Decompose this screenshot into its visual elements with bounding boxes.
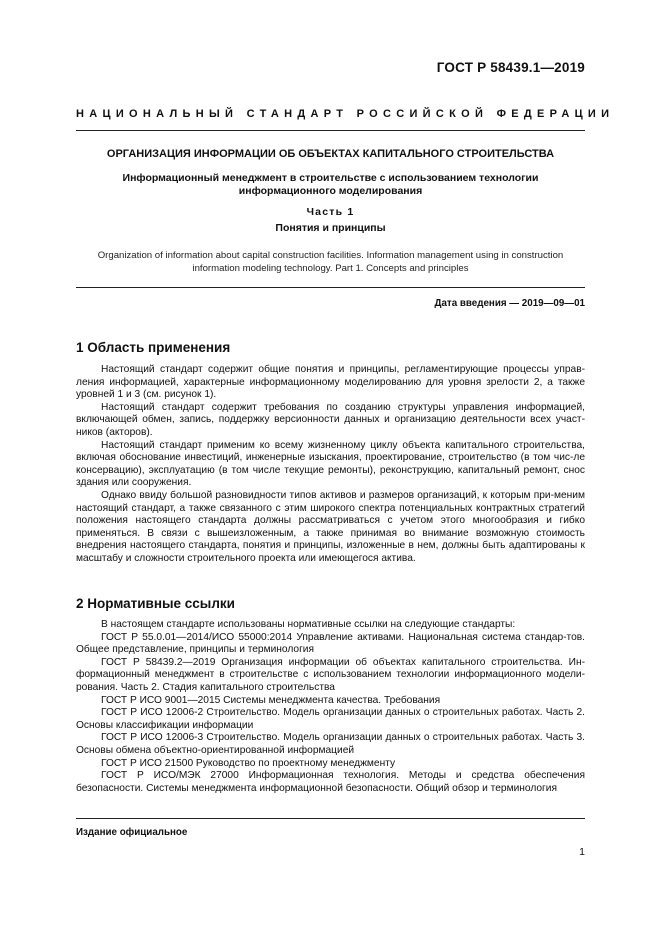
english-title — [76, 250, 585, 275]
introduction-date: Дата введения — 2019—09—01 — [434, 298, 585, 309]
part-number: Часть 1 — [306, 206, 355, 218]
english-title-line-1: Organization of information about capital construction facilities. Information management using in construction — [97, 250, 564, 261]
section-1-paragraph: Однако ввиду большой разновидности типов активов и размеров организаций, к которым при-меним настоящий стандарт, а также связанного с этим широкого спектра потенциальных контрактных стратегий положения настоящего стандарта должны рассматриваться с учетом этого многообразия и гибко применяться. В связи с вышеизложенным, а также принимая во внимание возможную стоимость внедрения настоящего стандарта, понятия и принципы, изложенные в нем, должны быть адаптированы к масштабу и сложности строительного проекта или имеющегося актива. — [76, 489, 585, 564]
national-standard-banner: НАЦИОНАЛЬНЫЙ СТАНДАРТ РОССИЙСКОЙ ФЕДЕРАЦИИ — [76, 108, 615, 120]
reference-item: ГОСТ Р ИСО 12006-2 Строительство. Модель организации данных о строительных работах. Часть 2. Основы классификации информации — [76, 707, 585, 731]
top-divider — [76, 130, 585, 131]
document-title: ОРГАНИЗАЦИЯ ИНФОРМАЦИИ ОБ ОБЪЕКТАХ КАПИТАЛЬНОГО СТРОИТЕЛЬСТВА — [106, 148, 555, 160]
reference-item: ГОСТ Р ИСО 9001—2015 Системы менеджмента качества. Требования — [101, 694, 441, 706]
reference-item: ГОСТ Р 55.0.01—2014/ИСО 55000:2014 Управление активами. Национальная система стандар-тов. Общее представление, принципы и терминология — [76, 631, 585, 656]
footer-divider — [76, 818, 585, 819]
official-edition-label: Издание официальное — [76, 827, 188, 838]
reference-item: ГОСТ Р ИСО 21500 Руководство по проектному менеджменту — [101, 757, 396, 769]
english-title-line-2: information modeling technology. Part 1. Concepts and principles — [192, 262, 469, 274]
section-1-heading: 1 Область применения — [76, 340, 231, 355]
title-divider — [76, 287, 585, 288]
page-number: 1 — [579, 846, 585, 858]
document-subtitle — [100, 172, 561, 198]
reference-item: ГОСТ Р ИСО/МЭК 27000 Информационная технология. Методы и средства обеспечения безопасности. Системы менеджмента информационной безопасности. Общий обзор и терминология — [76, 770, 585, 794]
part-title: Понятия и принципы — [275, 222, 386, 234]
subtitle-line-2: информационного моделирования — [238, 185, 423, 197]
reference-item: ГОСТ Р ИСО 12006-3 Строительство. Модель организации данных о строительных работах. Часть 3. Основы обмена объектно-ориентированной информацией — [76, 732, 585, 756]
section-2-paragraph: В настоящем стандарте использованы нормативные ссылки на следующие стандарты: — [101, 619, 516, 630]
section-1-paragraph: Настоящий стандарт содержит общие понятия и принципы, регламентирующие процессы управ-ления информацией, характерные информационному моделированию для уровня зрелости 2, а также уровней 1 и 3 (см. рисунок 1). — [76, 364, 585, 401]
reference-item: ГОСТ Р 58439.2—2019 Организация информации об объектах капитального строительства. Ин-формационный менеджмент в строительстве с использованием технологии информационного модели-рования. Часть 2. Стадия капитального строительства — [76, 656, 585, 693]
section-1-paragraph: Настоящий стандарт применим ко всему жизненному циклу объекта капитального строительства, включая обоснование инвестиций, инженерные изыскания, проектирование, строительство (в том чис-ле консервацию), эксплуатацию (в том числе текущие ремонты), реконструкцию, капитальный ремонт, снос здания или сооружения. — [76, 439, 585, 489]
section-1-body — [76, 364, 585, 566]
section-2-body — [76, 619, 585, 795]
section-1-paragraph: Настоящий стандарт содержит требования по созданию структуры управления информацией, включающей обмен, запись, поддержку версионности данных и организацию деятельности всех участ-ников (акторов). — [76, 401, 585, 438]
document-code: ГОСТ Р 58439.1—2019 — [436, 60, 585, 75]
subtitle-line-1: Информационный менеджмент в строительстве с использованием технологии — [122, 172, 539, 184]
section-2-heading: 2 Нормативные ссылки — [76, 596, 235, 611]
